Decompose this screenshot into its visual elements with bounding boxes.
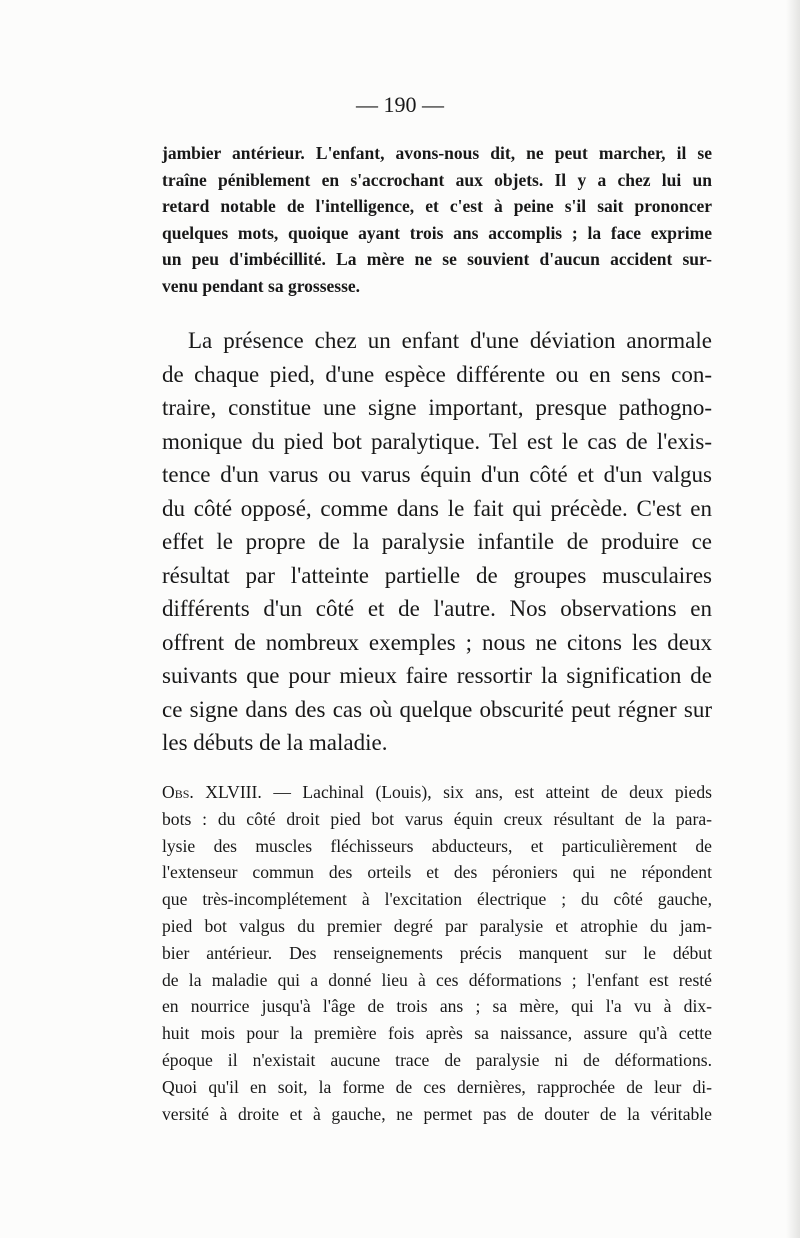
observation-first-line [162, 779, 712, 806]
text-line: bier antérieur. Des renseignements précis manquent sur le début [162, 942, 712, 963]
text-line: un peu d'imbécillité. La mère ne se souvient d'aucun accident sur- [162, 249, 712, 269]
text-line: jambier antérieur. L'enfant, avons-nous dit, ne peut marcher, il se [162, 143, 712, 163]
text-line: l'extenseur commun des orteils et des péroniers qui ne répondent [162, 862, 712, 883]
text-line: ce signe dans des cas où quelque obscurité peut régner sur [162, 696, 712, 722]
text-line: monique du pied bot paralytique. Tel est le cas de l'exis- [162, 428, 712, 454]
paragraph-main-text [162, 324, 712, 760]
text-line: quelques mots, quoique ayant trois ans accomplis ; la face exprime [162, 222, 712, 243]
text-line: traire, constitue une signe important, presque pathogno- [162, 395, 712, 420]
text-line: résultat par l'atteinte partielle de groupes musculaires [162, 562, 712, 588]
page-number: — 190 — [356, 92, 444, 117]
text-line: en nourrice jusqu'à l'âge de trois ans ; sa mère, qui l'a vu à dix- [162, 996, 712, 1017]
text-line: pied bot valgus du premier degré par paralysie et atrophie du jam- [162, 915, 712, 936]
text-line: lysie des muscles fléchisseurs abducteurs, et particulièrement de [162, 835, 712, 856]
text-line: traîne péniblement en s'accrochant aux objets. Il y a chez lui un [162, 169, 712, 190]
text-line: bots : du côté droit pied bot varus équin creux résultant de la para- [162, 808, 712, 829]
text-line: que très-incomplétement à l'excitation électrique ; du côté gauche, [162, 889, 712, 910]
text-line: du côté opposé, comme dans le fait qui précède. C'est en [162, 495, 712, 521]
text-line: les débuts de la maladie. [162, 730, 388, 755]
text-line: époque il n'existait aucune trace de paralysie ni de déformations. [162, 1049, 712, 1070]
paragraph-continued-case [162, 140, 712, 299]
text-line: différents d'un côté et de l'autre. Nos observations en [162, 596, 712, 621]
text-line: de la maladie qui a donné lieu à ces déformations ; l'enfant est resté [162, 969, 712, 990]
observation-paragraph [162, 779, 712, 1127]
text-line: offrent de nombreux exemples ; nous ne citons les deux [162, 629, 712, 655]
text-line: retard notable de l'intelligence, et c'est à peine s'il sait prononcer [162, 196, 712, 216]
observation-label: Obs. XLVIII. [162, 782, 262, 802]
text-line: versité à droite et à gauche, ne permet pas de douter de la véritable [162, 1103, 712, 1124]
text-line: Quoi qu'il en soit, la forme de ces dernières, rapprochée de leur di- [162, 1076, 712, 1097]
text-line: venu pendant sa grossesse. [162, 275, 361, 296]
text-line: suivants que pour mieux faire ressortir la signification de [162, 663, 712, 688]
page-edge-shadow [786, 0, 800, 1238]
text-line: huit mois pour la première fois après sa naissance, assure qu'à cette [162, 1023, 712, 1044]
text-line: tence d'un varus ou varus équin d'un côté et d'un valgus [162, 462, 712, 487]
observation-first-line-text: — Lachinal (Louis), six ans, est atteint de deux pieds [261, 782, 712, 802]
text-line: effet le propre de la paralysie infantile de produire ce [162, 529, 712, 554]
text-line: de chaque pied, d'une espèce différente ou en sens con- [162, 361, 712, 387]
text-line: La présence chez un enfant d'une déviation anormale [188, 328, 712, 353]
